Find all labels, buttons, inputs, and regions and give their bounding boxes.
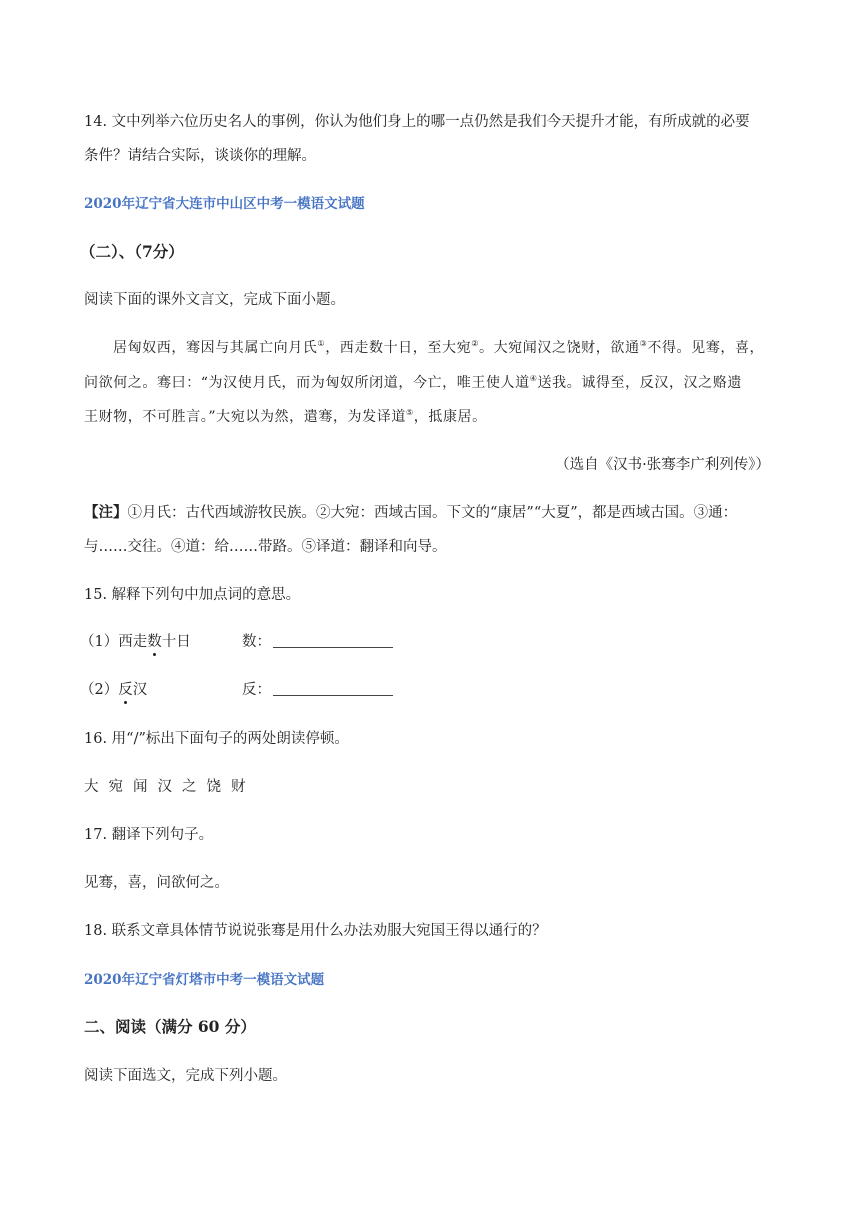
exam-heading-dalian: 2020年辽宁省大连市中山区中考一模语文试题 bbox=[84, 196, 365, 212]
answer-blank[interactable] bbox=[273, 681, 393, 696]
q17-stem: 17. 翻译下列句子。 bbox=[84, 827, 214, 843]
passage-line-3: 王财物，不可胜言。”大宛以为然，遣骞，为发译道⑤，抵康居。 bbox=[84, 408, 487, 425]
q15-stem: 15. 解释下列句中加点词的意思。 bbox=[84, 587, 301, 603]
answer-blank[interactable] bbox=[273, 633, 393, 648]
q16-stem: 16. 用“/”标出下面句子的两处朗读停顿。 bbox=[84, 731, 349, 747]
passage-source: （选自《汉书·张骞李广利列传》） bbox=[555, 457, 770, 473]
notes-line-2: 与……交往。④道：给……带路。⑤译道：翻译和向导。 bbox=[84, 539, 447, 555]
dotted-word: 数 bbox=[147, 634, 162, 650]
notes-line-1: 【注】①月氏：古代西域游牧民族。②大宛：西域古国。下文的“康居”“大夏”，都是西域古国。③通： bbox=[84, 504, 738, 521]
section-heading-reading: 二、阅读（满分 60 分） bbox=[84, 1017, 256, 1036]
q18-stem: 18. 联系文章具体情节说说张骞是用什么办法劝服大宛国王得以通行的？ bbox=[84, 923, 547, 939]
q14-line-1: 14. 文中列举六位历史名人的事例，你认为他们身上的哪一点仍然是我们今天提升才能，有所成就的必要 bbox=[84, 114, 750, 130]
q14-line-2: 条件？请结合实际，谈谈你的理解。 bbox=[84, 148, 316, 164]
instruction-reading: 阅读下面选文，完成下列小题。 bbox=[84, 1068, 287, 1084]
exam-heading-dengta: 2020年辽宁省灯塔市中考一模语文试题 bbox=[84, 972, 325, 988]
instruction-classical: 阅读下面的课外文言文，完成下面小题。 bbox=[84, 292, 345, 308]
q17-sentence: 见骞，喜，问欲何之。 bbox=[84, 875, 229, 891]
section-heading-two: （二）、（7分） bbox=[80, 242, 184, 261]
q15-item-1: （1）西走数十日 数： bbox=[80, 632, 420, 652]
notes-label: 【注】 bbox=[84, 504, 128, 521]
passage-line-1: 居匈奴西，骞因与其属亡向月氏①，西走数十日，至大宛②。大宛闻汉之饶财，欲通③不得。见骞，喜， bbox=[113, 339, 765, 356]
passage-line-2: 问欲何之。骞曰：“为汉使月氏，而为匈奴所闭道，今亡，唯王使人道④送我。诚得至，反汉，汉之赂遗 bbox=[84, 374, 742, 391]
q16-sentence: 大宛闻汉之饶财 bbox=[84, 779, 256, 795]
q15-item-2: （2）反汉 反： bbox=[80, 680, 420, 700]
dotted-word: 反 bbox=[118, 682, 133, 698]
